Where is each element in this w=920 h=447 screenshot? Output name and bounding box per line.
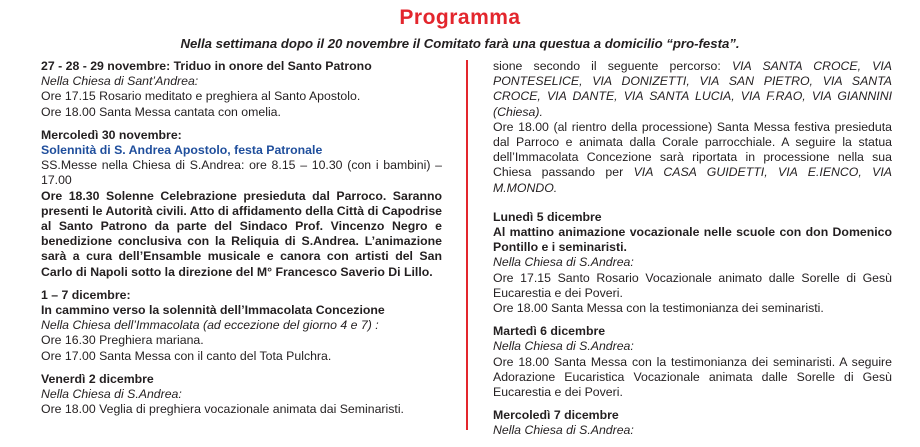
- section-vigil: [41, 372, 442, 418]
- schedule-line: Ore 18.00 Santa Messa con la testimonianza dei seminaristi.: [493, 301, 824, 316]
- section-novena: [41, 288, 442, 364]
- section-subheading: Al mattino animazione vocazionale nelle scuole con don Domenico Pontillo e i seminaristi.: [493, 225, 892, 255]
- page-title: Programma: [399, 6, 521, 29]
- column-divider: [466, 60, 468, 430]
- section-place: Nella Chiesa di S.Andrea:: [493, 255, 634, 270]
- schedule-line: Ore 18.00 Santa Messa con la testimonianza dei seminaristi. A seguire Adorazione Eucaristica Vocazionale animata dalle Sorelle di Gesù Eucarestia e dei Poveri.: [493, 354, 892, 400]
- section-monday: [493, 210, 892, 316]
- left-column: [41, 59, 442, 425]
- procession-intro: sione secondo il seguente percorso:: [493, 59, 732, 73]
- route-streets: VIA SANTA CROCE, VIA PONTESELICE, VIA DONIZETTI, VIA SAN PIETRO, VIA SANTA CROCE, VIA DANTE, VIA SANTA LUCIA, VIA F.RAO, VIA GIANNINI (Chiesa).: [493, 59, 893, 119]
- section-heading: Lunedì 5 dicembre: [493, 209, 602, 224]
- procession-route: [493, 59, 892, 120]
- section-triduo: [41, 59, 442, 120]
- section-tuesday: [493, 324, 892, 400]
- schedule-line: Ore 18.00 Santa Messa cantata con omelia.: [41, 104, 281, 119]
- section-place: Nella Chiesa dell’Immacolata (ad eccezione del giorno 4 e 7) :: [41, 318, 379, 333]
- section-heading: Mercoledì 30 novembre:: [41, 127, 182, 142]
- schedule-line: Ore 18.00 Veglia di preghiera vocazionale animata dai Seminaristi.: [41, 402, 404, 417]
- section-feast: [41, 128, 442, 280]
- section-place: Nella Chiesa di S.Andrea:: [493, 423, 634, 438]
- celebration-text: Ore 18.30 Solenne Celebrazione presieduta dal Parroco. Saranno presenti le Autorità civili. Atto di affidamento della Città di Capodrise al Santo Patrono da parte del Sindaco Prof. Vincenzo Negro e benedizione conclusiva con la Reliquia di S.Andrea. L’animazione sarà a cura dell’Ensamble musicale e canora con artisti del San Carlo di Napoli sotto la direzione del M° Francesco Saverio Di Lillo.: [41, 188, 442, 279]
- schedule-line: SS.Messe nella Chiesa di S.Andrea: ore 8.15 – 10.30 (con i bambini) – 17.00: [41, 158, 442, 188]
- section-heading: Martedì 6 dicembre: [493, 324, 606, 339]
- feast-title: Solennità di S. Andrea Apostolo, festa Patronale: [41, 143, 323, 158]
- section-subheading: In cammino verso la solennità dell’Immacolata Concezione: [41, 303, 385, 318]
- return-text: Ore 18.00 (al rientro della processione) Santa Messa festiva presieduta dal Parroco e animata dalla Corale parrocchiale. A seguire la statua dell’Immacolata Concezione sarà riportata in processione nella sua Chiesa passando per: [493, 119, 892, 180]
- schedule-line: Ore 17.15 Santo Rosario Vocazionale animato dalle Sorelle di Gesù Eucarestia e dei Poveri.: [493, 270, 892, 300]
- right-column: [493, 59, 892, 447]
- section-heading: Venerdì 2 dicembre: [41, 371, 154, 386]
- schedule-line: Ore 17.15 Rosario meditato e preghiera al Santo Apostolo.: [41, 89, 361, 104]
- schedule-line: Ore 17.00 Santa Messa con il canto del Tota Pulchra.: [41, 348, 332, 363]
- section-place: Nella Chiesa di S.Andrea:: [41, 387, 182, 402]
- section-place: Nella Chiesa di Sant’Andrea:: [41, 74, 199, 89]
- section-heading: 1 – 7 dicembre:: [41, 287, 131, 302]
- section-heading: 27 - 28 - 29 novembre: Triduo in onore del Santo Patrono: [41, 59, 372, 73]
- schedule-line: Ore 16.30 Preghiera mariana.: [41, 333, 204, 348]
- return-streets: VIA CASA GUIDETTI, VIA E.IENCO, VIA M.MONDO.: [493, 165, 892, 195]
- procession-return: [493, 120, 892, 196]
- page-subtitle: Nella settimana dopo il 20 novembre il Comitato farà una questua a domicilio “pro-festa”.: [180, 36, 740, 51]
- section-heading: Mercoledì 7 dicembre: [493, 408, 619, 423]
- section-procession: [493, 59, 892, 196]
- section-wednesday: [493, 408, 892, 438]
- section-place: Nella Chiesa di S.Andrea:: [493, 339, 634, 354]
